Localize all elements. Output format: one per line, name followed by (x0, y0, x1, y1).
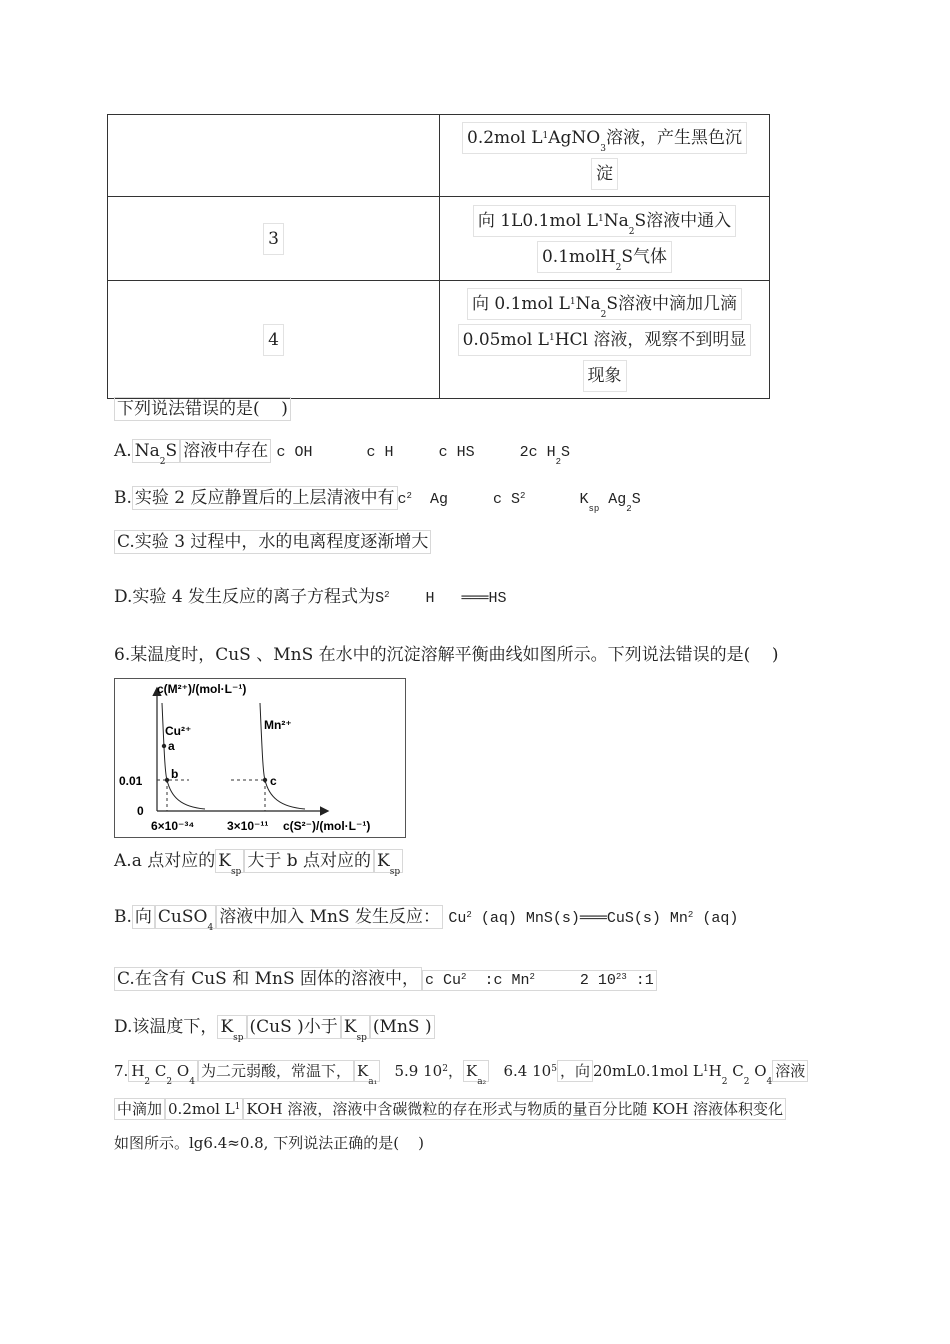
point-b (165, 778, 169, 782)
q7-line-2: 中滴加 0.2mol $L^1$ KOH 溶液，溶液中含碳微粒的存在形式与物质的量百分比随 KOH 溶液体积变化 (114, 1098, 786, 1120)
series-mn-label: Mn²⁺ (264, 718, 292, 732)
q6-option-d: D.该温度下， $K_{sp}(CuS$ )小于 $K_{sp}(MnS$ ) (114, 1016, 435, 1038)
q5-option-d: D.实验 4 发生反应的离子方程式为$S^2$ H ═══HS (114, 587, 507, 607)
q5-option-b: B. 实验 2 反应静置后的上层清液中有 $c^2$ Ag c $S^2$ $K_{sp}$ $Ag_2S$ (114, 488, 641, 514)
x-tick-label-2: 3×10⁻¹¹ (227, 819, 269, 833)
point-c (263, 778, 267, 782)
origin-label: 0 (137, 804, 144, 818)
q7-line-1: 7. $H_2$ $C_2$ $O_4$为二元弱酸，常温下， $K_{a_1}$ 5.9 $10^2$， $K_{a_2}$ 6.4 $10^5$ ，向 20mL0.1mol $L^1H_2$ $C_2$ $O_4$溶液 (114, 1060, 808, 1082)
q7-line-3: 如图所示。lg6.4≈0.8, 下列说法正确的是( ) (114, 1134, 425, 1152)
table-row (108, 197, 770, 281)
q5-option-c: C.实验 3 过程中，水的电离程度逐渐增大 (114, 531, 431, 553)
table-cell-num (108, 115, 440, 197)
q6-option-c: C.在含有 CuS 和 MnS 固体的溶液中， c Cu$^2$ :c Mn$^2$ 2 $10^{23}$ :1 (114, 968, 657, 992)
point-c-label: c (270, 774, 277, 788)
q5-stem: 下列说法错误的是( ) (114, 398, 291, 420)
table-row (108, 115, 770, 197)
point-b-label: b (171, 767, 179, 781)
series-cu-label: Cu²⁺ (165, 724, 192, 738)
table-row (108, 281, 770, 399)
q6-option-b: B. 向 CuSO$_4$溶液中加入 MnS 发生反应： Cu$^2$ (aq) MnS(s)═══CuS(s) Mn$^2$ (aq) (114, 907, 739, 933)
x-tick-label-1: 6×10⁻³⁴ (151, 819, 195, 833)
experiment-table (107, 114, 770, 399)
table-cell-desc: 向 1L0.1mol $L^1Na_2S$溶液中通入 0.1molH$_2$S气体 (440, 197, 770, 281)
q6-option-a: A.a 点对应的 $K_{sp}$大于 b 点对应的 $K_{sp}$ (114, 850, 403, 872)
q6-stem: 6.某温度时，CuS 、MnS 在水中的沉淀溶解平衡曲线如图所示。下列说法错误的是( ) (114, 645, 779, 665)
cu-curve (162, 703, 205, 809)
q5-option-a: A. $Na_2S$ 溶液中存在 c OH c H c HS 2c $H_2S$ (114, 441, 571, 467)
table-cell-num: 3 (108, 197, 440, 281)
solubility-graph (114, 678, 406, 838)
point-a (162, 744, 166, 748)
table-cell-num: 4 (108, 281, 440, 399)
table-cell-desc: 向 0.1mol $L^1Na_2S$溶液中滴加几滴 0.05mol $L^1HCl$ 溶液，观察不到明显 现象 (440, 281, 770, 399)
x-axis-label: c(S²⁻)/(mol·L⁻¹) (283, 819, 371, 833)
table-cell-desc: 0.2mol $L^1AgNO_3$溶液，产生黑色沉 淀 (440, 115, 770, 197)
y-tick-label: 0.01 (119, 774, 143, 788)
point-a-label: a (168, 739, 175, 753)
y-axis-label: c(M²⁺)/(mol·L⁻¹) (157, 682, 247, 696)
